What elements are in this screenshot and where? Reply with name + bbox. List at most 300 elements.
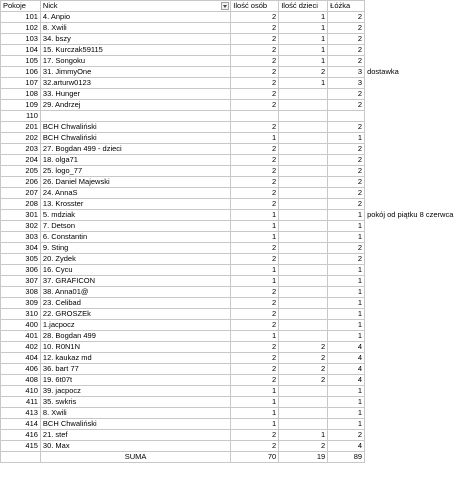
cell-room-number[interactable]: 104 <box>1 45 41 56</box>
cell-lozka[interactable]: 3 <box>328 67 365 78</box>
cell-lozka[interactable]: 2 <box>328 188 365 199</box>
table-row <box>1 45 476 56</box>
table-row <box>1 111 476 122</box>
header-ilosc-osob-label: Ilość osób <box>233 1 268 10</box>
cell-note <box>365 364 476 375</box>
cell-nick[interactable]: 6. Constantin <box>40 232 230 243</box>
cell-nick[interactable]: 36. bart 77 <box>40 364 230 375</box>
cell-note <box>365 430 476 441</box>
header-lozka[interactable] <box>328 1 365 12</box>
cell-ilosc-osob[interactable]: 2 <box>231 375 279 386</box>
cell-ilosc-dzieci[interactable]: 1 <box>279 78 328 89</box>
cell-ilosc-dzieci[interactable]: 2 <box>279 67 328 78</box>
cell-nick[interactable]: 38. Anna01@ <box>40 287 230 298</box>
header-lozka-label: Łóżka <box>330 1 351 10</box>
cell-room-number[interactable]: 110 <box>1 111 41 122</box>
cell-room-number[interactable]: 410 <box>1 386 41 397</box>
cell-ilosc-dzieci[interactable] <box>279 111 328 122</box>
cell-nick[interactable]: 27. Bogdan 499 - dzieci <box>40 144 230 155</box>
cell-note <box>365 89 476 100</box>
cell-note <box>365 375 476 386</box>
table-row <box>1 144 476 155</box>
cell-ilosc-osob[interactable]: 2 <box>231 353 279 364</box>
cell-ilosc-osob[interactable]: 1 <box>231 276 279 287</box>
table-row <box>1 342 476 353</box>
cell-ilosc-osob[interactable]: 2 <box>231 298 279 309</box>
cell-ilosc-dzieci[interactable] <box>279 408 328 419</box>
cell-nick[interactable]: BCH Chwaliński <box>40 133 230 144</box>
cell-ilosc-osob[interactable]: 2 <box>231 287 279 298</box>
cell-note <box>365 188 476 199</box>
cell-lozka[interactable]: 2 <box>328 56 365 67</box>
table-row <box>1 155 476 166</box>
cell-room-number[interactable]: 404 <box>1 353 41 364</box>
cell-room-number[interactable]: 303 <box>1 232 41 243</box>
cell-room-number[interactable]: 306 <box>1 265 41 276</box>
table-row <box>1 122 476 133</box>
table-body <box>1 12 476 452</box>
cell-ilosc-dzieci[interactable] <box>279 419 328 430</box>
cell-ilosc-dzieci[interactable]: 1 <box>279 430 328 441</box>
cell-ilosc-dzieci[interactable] <box>279 177 328 188</box>
cell-nick[interactable]: 32.arturw0123 <box>40 78 230 89</box>
header-nick[interactable] <box>40 1 230 12</box>
table-row <box>1 188 476 199</box>
table-row <box>1 56 476 67</box>
table-row <box>1 430 476 441</box>
cell-lozka[interactable]: 2 <box>328 199 365 210</box>
cell-ilosc-dzieci[interactable] <box>279 386 328 397</box>
cell-room-number[interactable]: 204 <box>1 155 41 166</box>
cell-note <box>365 122 476 133</box>
cell-nick[interactable]: 15. Kurczak59115 <box>40 45 230 56</box>
cell-nick[interactable]: BCH Chwaliński <box>40 419 230 430</box>
cell-note <box>365 100 476 111</box>
cell-note <box>365 243 476 254</box>
cell-ilosc-osob[interactable]: 2 <box>231 177 279 188</box>
cell-ilosc-dzieci[interactable]: 2 <box>279 375 328 386</box>
table-row <box>1 353 476 364</box>
cell-room-number[interactable]: 102 <box>1 23 41 34</box>
cell-nick[interactable]: 23. Celibad <box>40 298 230 309</box>
cell-nick[interactable]: 7. Detson <box>40 221 230 232</box>
cell-room-number[interactable]: 411 <box>1 397 41 408</box>
cell-ilosc-dzieci[interactable]: 2 <box>279 441 328 452</box>
cell-nick[interactable]: 22. GROSZEk <box>40 309 230 320</box>
cell-nick[interactable]: 25. logo_77 <box>40 166 230 177</box>
cell-lozka[interactable]: 4 <box>328 375 365 386</box>
cell-lozka[interactable]: 1 <box>328 408 365 419</box>
cell-lozka[interactable]: 2 <box>328 100 365 111</box>
cell-lozka[interactable]: 2 <box>328 155 365 166</box>
cell-room-number[interactable]: 108 <box>1 89 41 100</box>
table-row <box>1 221 476 232</box>
cell-note <box>365 441 476 452</box>
cell-ilosc-dzieci[interactable] <box>279 243 328 254</box>
table-row <box>1 232 476 243</box>
table-row <box>1 320 476 331</box>
cell-ilosc-dzieci[interactable] <box>279 276 328 287</box>
cell-note <box>365 232 476 243</box>
cell-ilosc-osob[interactable]: 2 <box>231 144 279 155</box>
cell-ilosc-dzieci[interactable]: 1 <box>279 45 328 56</box>
cell-ilosc-dzieci[interactable]: 1 <box>279 12 328 23</box>
cell-note <box>365 23 476 34</box>
cell-ilosc-dzieci[interactable]: 1 <box>279 56 328 67</box>
cell-note <box>365 254 476 265</box>
cell-nick[interactable]: 18. olga71 <box>40 155 230 166</box>
cell-lozka[interactable]: 1 <box>328 320 365 331</box>
table-row <box>1 78 476 89</box>
cell-lozka[interactable]: 2 <box>328 177 365 188</box>
cell-room-number[interactable]: 207 <box>1 188 41 199</box>
table-row <box>1 276 476 287</box>
table-row <box>1 309 476 320</box>
cell-room-number[interactable]: 304 <box>1 243 41 254</box>
cell-room-number[interactable]: 202 <box>1 133 41 144</box>
cell-lozka[interactable] <box>328 111 365 122</box>
cell-ilosc-osob[interactable]: 2 <box>231 23 279 34</box>
cell-ilosc-osob[interactable]: 1 <box>231 210 279 221</box>
cell-nick[interactable]: 1.jacpocz <box>40 320 230 331</box>
cell-room-number[interactable]: 307 <box>1 276 41 287</box>
cell-ilosc-dzieci[interactable] <box>279 232 328 243</box>
cell-nick[interactable]: 33. Hunger <box>40 89 230 100</box>
cell-note <box>365 111 476 122</box>
cell-room-number[interactable]: 413 <box>1 408 41 419</box>
cell-ilosc-dzieci[interactable] <box>279 298 328 309</box>
table-row <box>1 177 476 188</box>
cell-nick[interactable]: 5. mdziak <box>40 210 230 221</box>
cell-note <box>365 144 476 155</box>
cell-lozka[interactable]: 4 <box>328 441 365 452</box>
cell-ilosc-osob[interactable]: 2 <box>231 122 279 133</box>
cell-nick[interactable]: 4. Anpio <box>40 12 230 23</box>
cell-room-number[interactable]: 310 <box>1 309 41 320</box>
cell-ilosc-dzieci[interactable]: 2 <box>279 364 328 375</box>
header-notes <box>365 1 476 12</box>
cell-ilosc-osob[interactable]: 1 <box>231 331 279 342</box>
sum-osoby[interactable]: 70 <box>231 452 279 463</box>
header-nick-label: Nick <box>42 1 58 10</box>
header-ilosc-dzieci[interactable] <box>279 1 328 12</box>
table-row <box>1 287 476 298</box>
cell-ilosc-osob[interactable]: 2 <box>231 254 279 265</box>
cell-nick[interactable]: 30. Max <box>40 441 230 452</box>
table-row <box>1 133 476 144</box>
cell-note <box>365 309 476 320</box>
cell-lozka[interactable]: 1 <box>328 298 365 309</box>
cell-note <box>365 298 476 309</box>
sum-cell-empty[interactable] <box>1 452 41 463</box>
cell-ilosc-osob[interactable]: 1 <box>231 265 279 276</box>
cell-note <box>365 419 476 430</box>
cell-ilosc-dzieci[interactable] <box>279 89 328 100</box>
cell-note <box>365 155 476 166</box>
cell-ilosc-osob[interactable]: 2 <box>231 45 279 56</box>
cell-ilosc-dzieci[interactable] <box>279 188 328 199</box>
header-ilosc-osob[interactable] <box>231 1 279 12</box>
sum-note <box>365 452 476 463</box>
cell-ilosc-osob[interactable]: 2 <box>231 364 279 375</box>
cell-ilosc-osob[interactable]: 2 <box>231 12 279 23</box>
table-row <box>1 265 476 276</box>
cell-lozka[interactable]: 2 <box>328 12 365 23</box>
cell-room-number[interactable]: 106 <box>1 67 41 78</box>
cell-note <box>365 320 476 331</box>
cell-ilosc-dzieci[interactable] <box>279 144 328 155</box>
cell-ilosc-osob[interactable]: 2 <box>231 188 279 199</box>
cell-nick[interactable]: 19. 6t07t <box>40 375 230 386</box>
table-row <box>1 408 476 419</box>
cell-lozka[interactable]: 1 <box>328 331 365 342</box>
cell-nick[interactable]: 37. GRAFICON <box>40 276 230 287</box>
cell-nick[interactable]: 20. Zydek <box>40 254 230 265</box>
cell-lozka[interactable]: 2 <box>328 23 365 34</box>
cell-note <box>365 287 476 298</box>
cell-ilosc-osob[interactable]: 1 <box>231 408 279 419</box>
cell-lozka[interactable]: 4 <box>328 364 365 375</box>
table-row <box>1 210 476 221</box>
cell-room-number[interactable]: 309 <box>1 298 41 309</box>
cell-note: dostawka <box>367 67 399 76</box>
cell-lozka[interactable]: 1 <box>328 276 365 287</box>
table-row <box>1 23 476 34</box>
cell-lozka[interactable]: 4 <box>328 353 365 364</box>
cell-ilosc-dzieci[interactable] <box>279 155 328 166</box>
cell-ilosc-dzieci[interactable]: 1 <box>279 23 328 34</box>
cell-lozka[interactable]: 2 <box>328 166 365 177</box>
cell-room-number[interactable]: 206 <box>1 177 41 188</box>
cell-lozka[interactable]: 1 <box>328 232 365 243</box>
cell-nick[interactable]: 10. R0N1N <box>40 342 230 353</box>
cell-note <box>365 45 476 56</box>
cell-nick[interactable]: 13. Krosster <box>40 199 230 210</box>
cell-room-number[interactable]: 203 <box>1 144 41 155</box>
cell-ilosc-osob[interactable]: 2 <box>231 155 279 166</box>
cell-nick[interactable]: 17. Songoku <box>40 56 230 67</box>
cell-note <box>365 353 476 364</box>
cell-ilosc-osob[interactable]: 1 <box>231 221 279 232</box>
cell-ilosc-osob[interactable]: 2 <box>231 309 279 320</box>
cell-room-number[interactable]: 101 <box>1 12 41 23</box>
table-row <box>1 419 476 430</box>
cell-nick[interactable]: 24. AnnaS <box>40 188 230 199</box>
cell-ilosc-osob[interactable] <box>231 111 279 122</box>
cell-lozka[interactable]: 1 <box>328 309 365 320</box>
cell-lozka[interactable]: 1 <box>328 133 365 144</box>
cell-room-number[interactable]: 305 <box>1 254 41 265</box>
cell-ilosc-osob[interactable]: 2 <box>231 100 279 111</box>
cell-ilosc-osob[interactable]: 1 <box>231 397 279 408</box>
cell-room-number[interactable]: 109 <box>1 100 41 111</box>
table-row <box>1 199 476 210</box>
cell-lozka[interactable]: 2 <box>328 144 365 155</box>
cell-ilosc-dzieci[interactable] <box>279 320 328 331</box>
cell-nick[interactable]: 39. jacpocz <box>40 386 230 397</box>
cell-ilosc-osob[interactable]: 2 <box>231 243 279 254</box>
cell-room-number[interactable]: 408 <box>1 375 41 386</box>
cell-room-number[interactable]: 107 <box>1 78 41 89</box>
cell-room-number[interactable]: 205 <box>1 166 41 177</box>
cell-lozka[interactable]: 1 <box>328 397 365 408</box>
cell-nick[interactable]: 12. kaukaz md <box>40 353 230 364</box>
cell-note <box>365 199 476 210</box>
cell-lozka[interactable]: 2 <box>328 34 365 45</box>
cell-lozka[interactable]: 2 <box>328 243 365 254</box>
cell-ilosc-dzieci[interactable] <box>279 221 328 232</box>
cell-room-number[interactable]: 208 <box>1 199 41 210</box>
cell-note <box>365 276 476 287</box>
cell-room-number[interactable]: 301 <box>1 210 41 221</box>
cell-ilosc-dzieci[interactable] <box>279 199 328 210</box>
cell-note: pokój od piątku 8 czerwca <box>367 210 454 219</box>
cell-lozka[interactable]: 1 <box>328 287 365 298</box>
cell-ilosc-osob[interactable]: 2 <box>231 199 279 210</box>
table-row <box>1 34 476 45</box>
header-row <box>1 1 476 12</box>
cell-note <box>365 397 476 408</box>
cell-ilosc-dzieci[interactable] <box>279 100 328 111</box>
cell-room-number[interactable]: 201 <box>1 122 41 133</box>
cell-ilosc-dzieci[interactable] <box>279 166 328 177</box>
cell-note <box>365 342 476 353</box>
cell-ilosc-dzieci[interactable]: 1 <box>279 34 328 45</box>
cell-room-number[interactable]: 103 <box>1 34 41 45</box>
cell-nick[interactable]: 8. Xwili <box>40 408 230 419</box>
cell-room-number[interactable]: 402 <box>1 342 41 353</box>
table-row <box>1 243 476 254</box>
table-row <box>1 254 476 265</box>
sum-label[interactable]: SUMA <box>40 452 230 463</box>
cell-note <box>365 331 476 342</box>
cell-room-number[interactable]: 406 <box>1 364 41 375</box>
cell-nick[interactable]: 21. stef <box>40 430 230 441</box>
cell-lozka[interactable]: 2 <box>328 430 365 441</box>
cell-ilosc-dzieci[interactable] <box>279 133 328 144</box>
cell-ilosc-dzieci[interactable] <box>279 122 328 133</box>
cell-nick[interactable]: 16. Cycu <box>40 265 230 276</box>
filter-dropdown-icon[interactable] <box>221 2 229 10</box>
cell-lozka[interactable]: 3 <box>328 78 365 89</box>
cell-note <box>365 133 476 144</box>
cell-room-number[interactable]: 308 <box>1 287 41 298</box>
table-row <box>1 166 476 177</box>
cell-ilosc-osob[interactable]: 2 <box>231 56 279 67</box>
cell-ilosc-osob[interactable]: 2 <box>231 430 279 441</box>
table-row <box>1 12 476 23</box>
table-row <box>1 364 476 375</box>
cell-note <box>365 34 476 45</box>
header-ilosc-dzieci-label: Ilość dzieci <box>281 1 318 10</box>
cell-nick[interactable]: 34. bszy <box>40 34 230 45</box>
cell-lozka[interactable]: 1 <box>328 221 365 232</box>
table-row <box>1 397 476 408</box>
cell-lozka[interactable]: 4 <box>328 342 365 353</box>
table-row <box>1 386 476 397</box>
cell-note <box>365 177 476 188</box>
cell-note <box>365 12 476 23</box>
cell-nick[interactable]: 26. Daniel Majewski <box>40 177 230 188</box>
cell-ilosc-dzieci[interactable] <box>279 287 328 298</box>
cell-lozka[interactable]: 2 <box>328 254 365 265</box>
cell-ilosc-osob[interactable]: 2 <box>231 89 279 100</box>
cell-note <box>365 408 476 419</box>
table-row <box>1 100 476 111</box>
cell-lozka[interactable]: 1 <box>328 419 365 430</box>
table-row <box>1 67 476 78</box>
cell-note <box>365 386 476 397</box>
cell-ilosc-dzieci[interactable] <box>279 331 328 342</box>
table-row <box>1 298 476 309</box>
cell-ilosc-dzieci[interactable]: 2 <box>279 353 328 364</box>
cell-room-number[interactable]: 302 <box>1 221 41 232</box>
sum-dzieci[interactable]: 19 <box>279 452 328 463</box>
cell-ilosc-osob[interactable]: 2 <box>231 166 279 177</box>
sum-row <box>1 452 476 463</box>
cell-ilosc-osob[interactable]: 2 <box>231 78 279 89</box>
cell-lozka[interactable]: 2 <box>328 89 365 100</box>
cell-note <box>365 221 476 232</box>
cell-ilosc-dzieci[interactable] <box>279 265 328 276</box>
cell-ilosc-osob[interactable]: 2 <box>231 67 279 78</box>
header-pokoje-label: Pokoje <box>3 1 26 10</box>
cell-ilosc-dzieci[interactable]: 2 <box>279 342 328 353</box>
cell-room-number[interactable]: 401 <box>1 331 41 342</box>
cell-lozka[interactable]: 2 <box>328 122 365 133</box>
cell-lozka[interactable]: 1 <box>328 386 365 397</box>
cell-nick[interactable]: BCH Chwaliński <box>40 122 230 133</box>
cell-nick[interactable]: 35. swkris <box>40 397 230 408</box>
cell-nick[interactable]: 29. Andrzej <box>40 100 230 111</box>
cell-note <box>365 56 476 67</box>
table-row <box>1 441 476 452</box>
cell-ilosc-osob[interactable]: 2 <box>231 34 279 45</box>
cell-room-number[interactable]: 105 <box>1 56 41 67</box>
sum-lozka[interactable]: 89 <box>328 452 365 463</box>
cell-lozka[interactable]: 2 <box>328 45 365 56</box>
cell-ilosc-dzieci[interactable] <box>279 397 328 408</box>
cell-ilosc-osob[interactable]: 1 <box>231 232 279 243</box>
cell-lozka[interactable]: 1 <box>328 210 365 221</box>
cell-ilosc-osob[interactable]: 2 <box>231 441 279 452</box>
cell-ilosc-osob[interactable]: 2 <box>231 320 279 331</box>
cell-room-number[interactable]: 415 <box>1 441 41 452</box>
cell-nick[interactable]: 9. Sting <box>40 243 230 254</box>
cell-nick[interactable] <box>40 111 230 122</box>
cell-room-number[interactable]: 400 <box>1 320 41 331</box>
cell-room-number[interactable]: 414 <box>1 419 41 430</box>
cell-ilosc-dzieci[interactable] <box>279 309 328 320</box>
table-row <box>1 89 476 100</box>
cell-ilosc-osob[interactable]: 1 <box>231 419 279 430</box>
cell-nick[interactable]: 28. Bogdan 499 <box>40 331 230 342</box>
cell-note <box>365 166 476 177</box>
cell-note <box>365 78 476 89</box>
cell-ilosc-dzieci[interactable] <box>279 210 328 221</box>
cell-room-number[interactable]: 416 <box>1 430 41 441</box>
cell-nick[interactable]: 8. Xwili <box>40 23 230 34</box>
cell-lozka[interactable]: 1 <box>328 265 365 276</box>
cell-ilosc-osob[interactable]: 1 <box>231 386 279 397</box>
cell-ilosc-dzieci[interactable] <box>279 254 328 265</box>
cell-ilosc-osob[interactable]: 1 <box>231 133 279 144</box>
cell-nick[interactable]: 31. JimmyOne <box>40 67 230 78</box>
cell-note <box>365 265 476 276</box>
header-pokoje[interactable] <box>1 1 41 12</box>
table-row <box>1 331 476 342</box>
cell-ilosc-osob[interactable]: 2 <box>231 342 279 353</box>
